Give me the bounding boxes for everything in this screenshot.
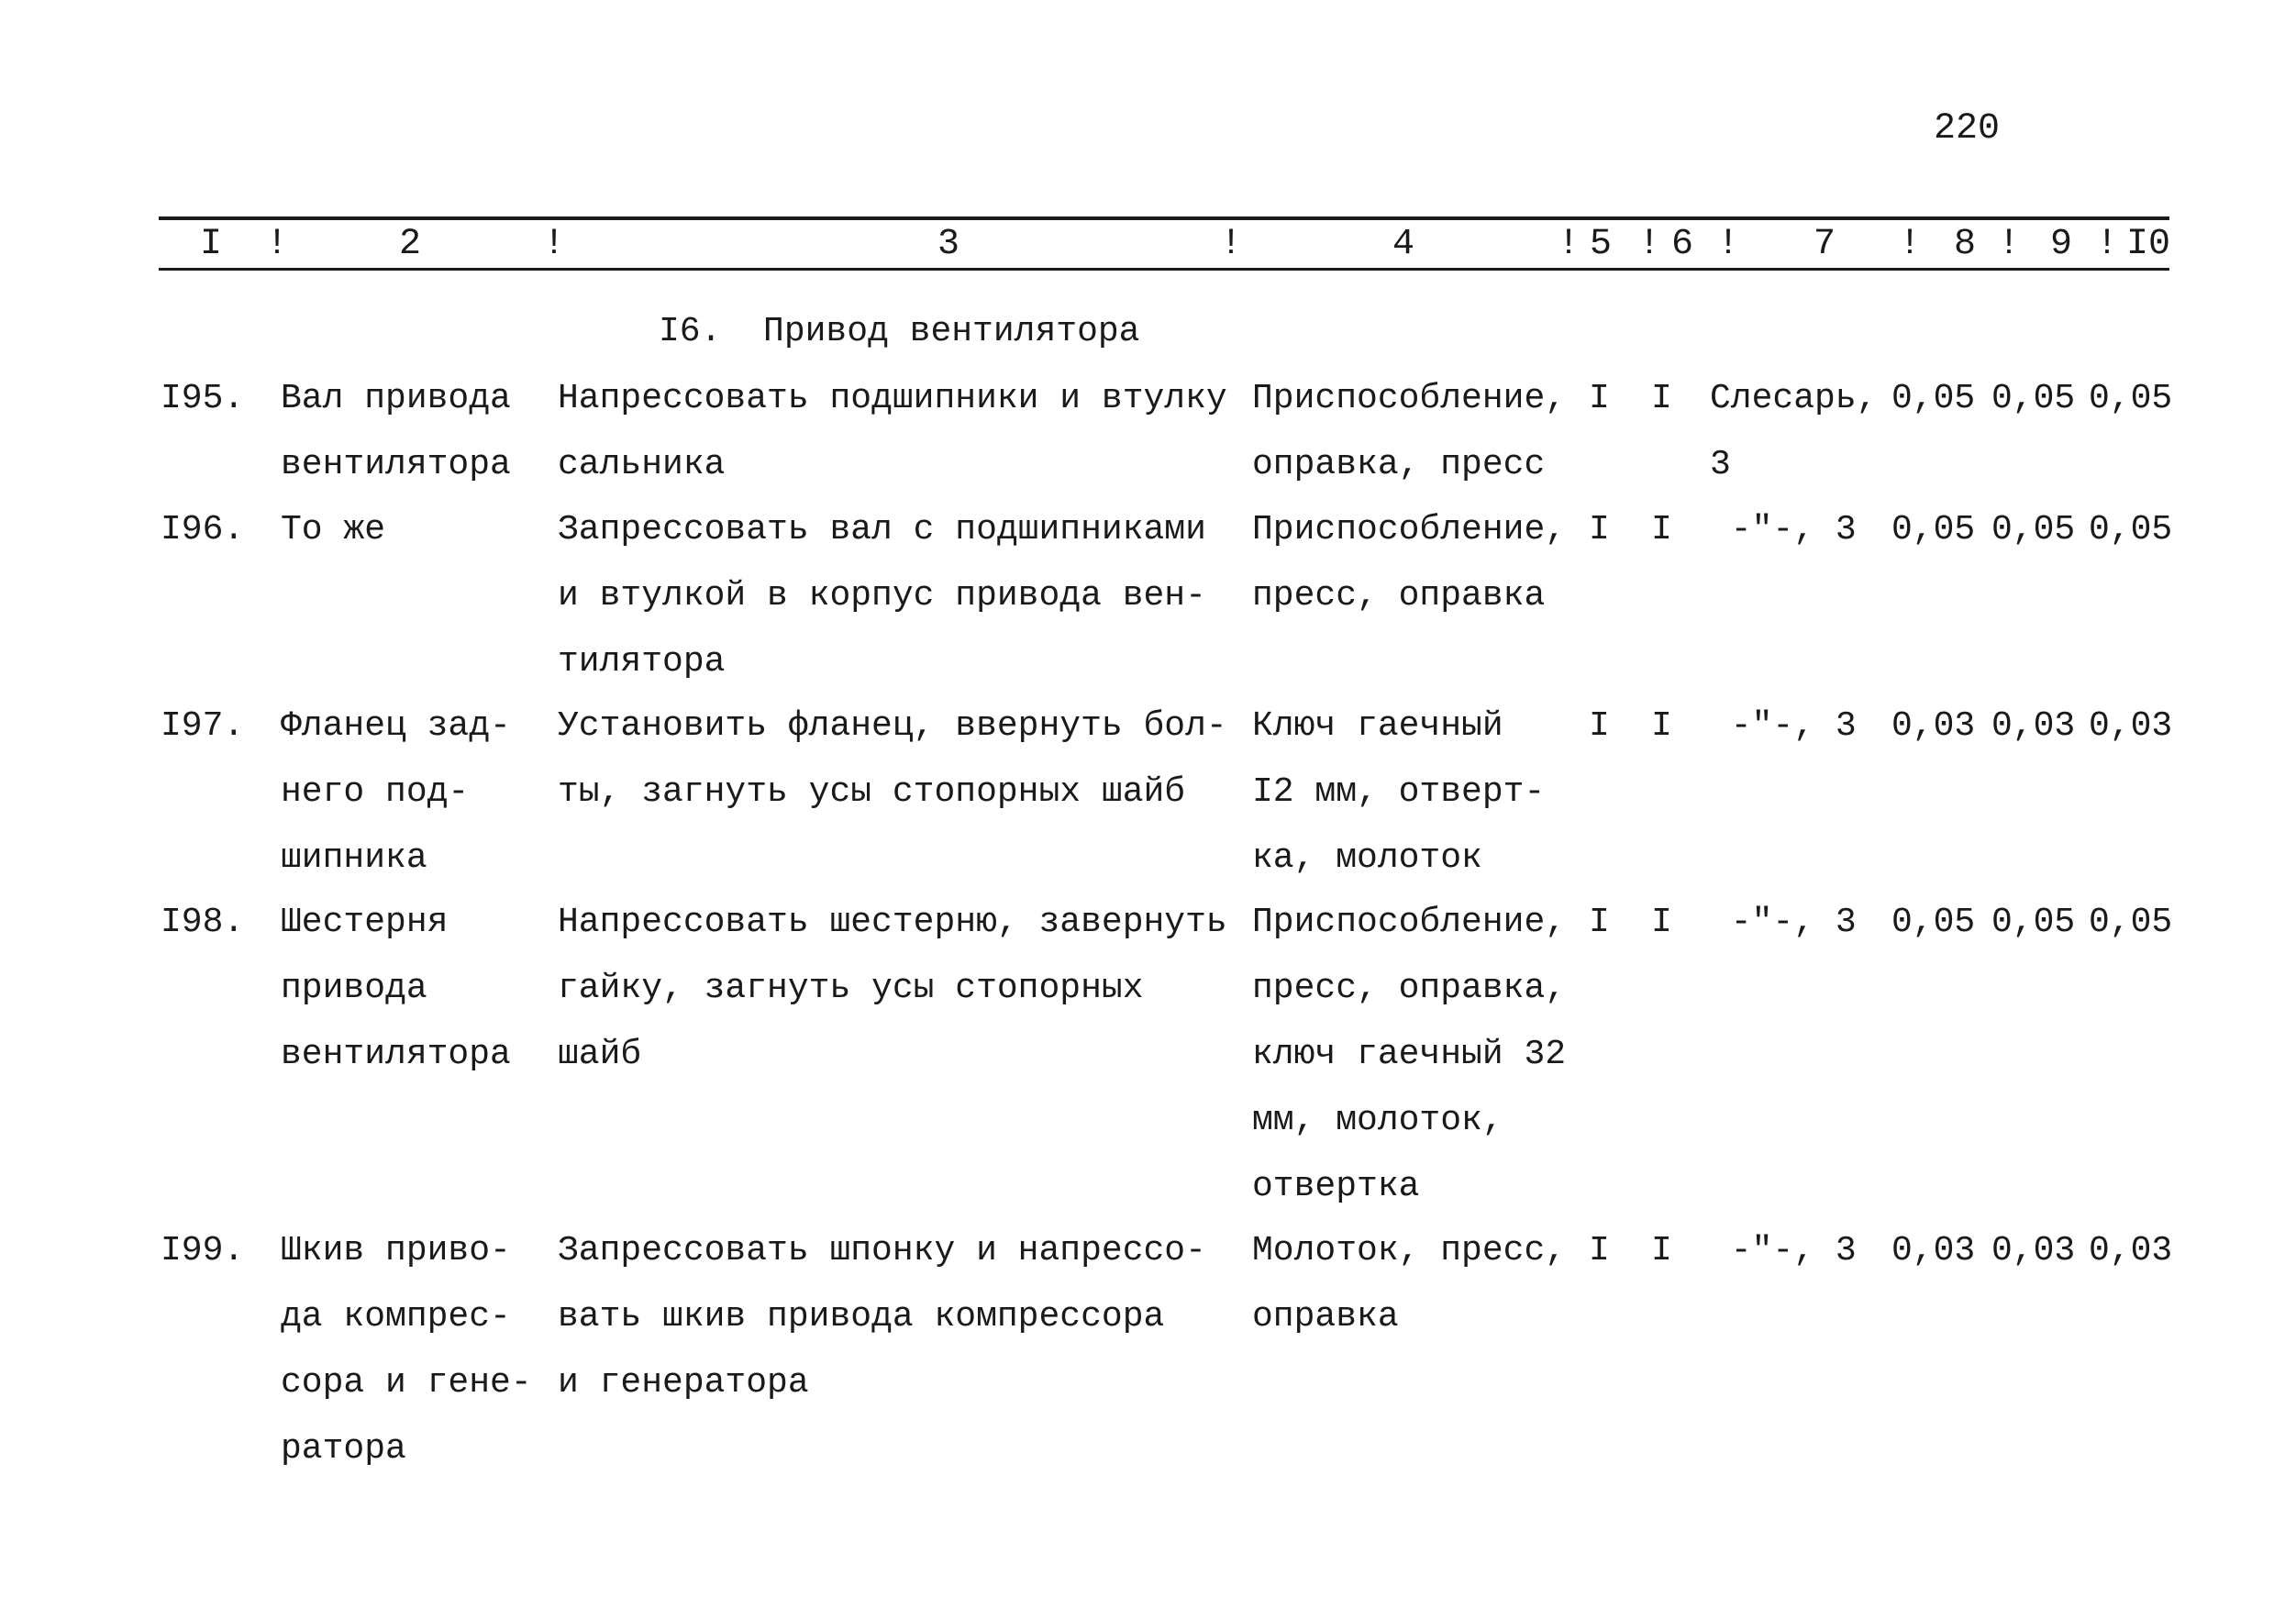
operation-text: Установить фланец, ввернуть бол- ты, загнуть усы стопорных шайб <box>558 706 1227 812</box>
header-separator: ! <box>1717 224 1740 265</box>
col6-value: I <box>1651 706 1672 746</box>
time-value-8: 0,05 <box>1891 379 1976 418</box>
time-value-10: 0,03 <box>2089 1231 2173 1270</box>
header-separator: ! <box>2096 224 2119 265</box>
part-name: Шкив приво- да компрес- сора и гене- ратора <box>281 1231 532 1469</box>
header-col-6: 6 <box>1671 224 1694 265</box>
time-value-8: 0,03 <box>1891 1231 1976 1270</box>
col5-value: I <box>1589 1231 1610 1270</box>
row-number: I95. <box>161 379 245 418</box>
header-separator: ! <box>543 224 566 265</box>
time-value-9: 0,03 <box>1991 1231 2076 1270</box>
time-value-10: 0,05 <box>2089 510 2173 549</box>
header-separator: ! <box>1998 224 2021 265</box>
tools-text: Приспособление, пресс, оправка <box>1252 510 1567 615</box>
col6-value: I <box>1651 903 1672 942</box>
part-name: То же <box>281 510 386 549</box>
tools-text: Приспособление, оправка, пресс <box>1252 379 1567 484</box>
worker-grade: -"-, 3 <box>1710 510 1857 549</box>
header-rule-bottom <box>159 268 2169 271</box>
operation-text: Напрессовать шестерню, завернуть гайку, загнуть усы стопорных шайб <box>558 903 1227 1074</box>
col5-value: I <box>1589 510 1610 549</box>
header-col-10: I0 <box>2126 224 2171 265</box>
worker-grade: -"-, 3 <box>1710 706 1857 746</box>
time-value-10: 0,05 <box>2089 379 2173 418</box>
time-value-9: 0,03 <box>1991 706 2076 746</box>
header-col-8: 8 <box>1954 224 1977 265</box>
operation-text: Напрессовать подшипники и втулку сальника <box>558 379 1227 484</box>
tools-text: Молоток, пресс, оправка <box>1252 1231 1567 1336</box>
tools-text: Приспособление, пресс, оправка, ключ гаечный 32 мм, молоток, отвертка <box>1252 903 1567 1206</box>
header-col-2: 2 <box>399 224 422 265</box>
time-value-10: 0,03 <box>2089 706 2173 746</box>
time-value-8: 0,03 <box>1891 706 1976 746</box>
time-value-9: 0,05 <box>1991 379 2076 418</box>
row-number: I96. <box>161 510 245 549</box>
header-col-1: I <box>200 224 223 265</box>
header-separator: ! <box>1899 224 1922 265</box>
part-name: Вал привода вентилятора <box>281 379 511 484</box>
page-number: 220 <box>1934 108 2001 150</box>
col5-value: I <box>1589 706 1610 746</box>
header-separator: ! <box>1638 224 1661 265</box>
time-value-9: 0,05 <box>1991 510 2076 549</box>
time-value-8: 0,05 <box>1891 903 1976 942</box>
row-number: I98. <box>161 903 245 942</box>
section-title: I6. Привод вентилятора <box>659 312 1140 351</box>
header-col-7: 7 <box>1814 224 1836 265</box>
col5-value: I <box>1589 379 1610 418</box>
worker-grade: Слесарь, 3 <box>1710 379 1878 484</box>
col6-value: I <box>1651 510 1672 549</box>
worker-grade: -"-, 3 <box>1710 903 1857 942</box>
header-col-5: 5 <box>1590 224 1613 265</box>
worker-grade: -"-, 3 <box>1710 1231 1857 1270</box>
part-name: Фланец зад- него под- шипника <box>281 706 511 878</box>
header-col-9: 9 <box>2050 224 2073 265</box>
header-separator: ! <box>266 224 289 265</box>
header-rule-top <box>159 216 2169 220</box>
header-col-3: 3 <box>937 224 960 265</box>
time-value-10: 0,05 <box>2089 903 2173 942</box>
header-separator: ! <box>1220 224 1243 265</box>
col6-value: I <box>1651 379 1672 418</box>
part-name: Шестерня привода вентилятора <box>281 903 511 1074</box>
row-number: I99. <box>161 1231 245 1270</box>
operation-text: Запрессовать вал с подшипниками и втулкой в корпус привода вен- тилятора <box>558 510 1206 682</box>
header-separator: ! <box>1558 224 1581 265</box>
col5-value: I <box>1589 903 1610 942</box>
time-value-9: 0,05 <box>1991 903 2076 942</box>
row-number: I97. <box>161 706 245 746</box>
header-col-4: 4 <box>1392 224 1415 265</box>
time-value-8: 0,05 <box>1891 510 1976 549</box>
col6-value: I <box>1651 1231 1672 1270</box>
operation-text: Запрессовать шпонку и напрессо- вать шкив привода компрессора и генератора <box>558 1231 1206 1403</box>
tools-text: Ключ гаечный I2 мм, отверт- ка, молоток <box>1252 706 1546 878</box>
